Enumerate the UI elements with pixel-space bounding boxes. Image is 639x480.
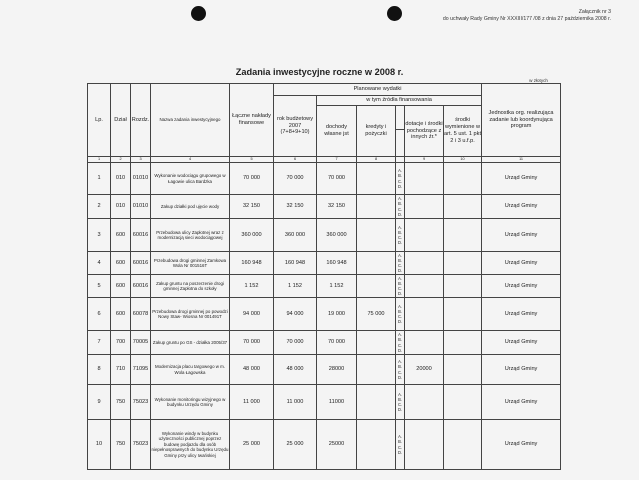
abcd-letter: D. bbox=[397, 319, 403, 325]
cell-srodki bbox=[444, 163, 482, 195]
cell-rozdz: 60016 bbox=[131, 275, 151, 298]
cell-srodki bbox=[444, 331, 482, 355]
col-number: 3 bbox=[131, 157, 151, 163]
cell-abcd bbox=[396, 355, 405, 385]
col-number: 9 bbox=[405, 157, 444, 163]
cell-name: Wykonanie windy w budynku użyteczności publicznej poprzez budowę podjazdu dla osób niepełnosprawnych do budynku Urzędu Gminy przy ulicy Iwańskiej bbox=[151, 420, 230, 470]
page-title: Zadania inwestycyjne roczne w 2008 r. bbox=[235, 67, 404, 77]
col-srodki: środki wymienione w art. 5 ust. 1 pkt 2 i 3 u.f.p. bbox=[444, 106, 482, 157]
abcd-letter: B. bbox=[398, 280, 402, 286]
cell-rok: 94 000 bbox=[274, 298, 317, 331]
cell-dotacje bbox=[405, 331, 444, 355]
table-row bbox=[88, 331, 561, 355]
abcd-letter: C. bbox=[397, 263, 403, 268]
cell-kredyty bbox=[357, 195, 396, 219]
cell-dochody: 19 000 bbox=[317, 298, 357, 331]
cell-dotacje bbox=[405, 195, 444, 219]
abcd-letter: A. bbox=[398, 168, 402, 174]
cell-lp: 9 bbox=[88, 385, 111, 420]
cell-lp: 7 bbox=[88, 331, 111, 355]
cell-rozdz: 01010 bbox=[131, 163, 151, 195]
cell-unit: Urząd Gminy bbox=[482, 219, 561, 252]
col-lp: Lp. bbox=[88, 84, 111, 157]
cell-kredyty bbox=[357, 355, 396, 385]
cell-abcd bbox=[396, 163, 405, 195]
cell-dzial: 750 bbox=[111, 385, 131, 420]
cell-rozdz: 75023 bbox=[131, 385, 151, 420]
cell-name: Przebudowa drogi gminnej Zamkowa Wola Nr 001516T bbox=[151, 252, 230, 275]
cell-dzial: 600 bbox=[111, 275, 131, 298]
cell-rozdz: 01010 bbox=[131, 195, 151, 219]
col-dzial: Dział bbox=[111, 84, 131, 157]
table-row bbox=[88, 275, 561, 298]
cell-rok: 48 000 bbox=[274, 355, 317, 385]
abcd-letter: D. bbox=[397, 407, 403, 413]
cell-abcd bbox=[396, 275, 405, 298]
cell-name: Zakup gruntu po GS - działka 2005/37 bbox=[151, 331, 230, 355]
cell-lp: 1 bbox=[88, 163, 111, 195]
header-note bbox=[443, 9, 611, 23]
cell-rozdz: 60016 bbox=[131, 252, 151, 275]
cell-lp: 4 bbox=[88, 252, 111, 275]
cell-dotacje bbox=[405, 219, 444, 252]
abcd-letter: A. bbox=[398, 224, 402, 230]
cell-rok: 70 000 bbox=[274, 331, 317, 355]
col-jednostka: Jednostka org. realizująca zadanie lub koordynująca program bbox=[482, 84, 561, 157]
cell-unit: Urząd Gminy bbox=[482, 195, 561, 219]
table-row bbox=[88, 195, 561, 219]
cell-kredyty bbox=[357, 331, 396, 355]
cell-rok: 25 000 bbox=[274, 420, 317, 470]
cell-unit: Urząd Gminy bbox=[482, 420, 561, 470]
cell-name: Zakup działki pod ujęcie wody bbox=[151, 195, 230, 219]
cell-dzial: 700 bbox=[111, 331, 131, 355]
cell-rok: 70 000 bbox=[274, 163, 317, 195]
abcd-letter: C. bbox=[397, 235, 403, 240]
cell-lp: 10 bbox=[88, 420, 111, 470]
cell-abcd bbox=[396, 385, 405, 420]
cell-dzial: 600 bbox=[111, 252, 131, 275]
cell-kredyty bbox=[357, 275, 396, 298]
abcd-letter: C. bbox=[397, 342, 403, 348]
abcd-letter: D. bbox=[397, 347, 403, 353]
abcd-letter: C. bbox=[397, 402, 403, 407]
cell-laczne: 360 000 bbox=[230, 219, 274, 252]
cell-kredyty bbox=[357, 385, 396, 420]
abcd-letter: B. bbox=[398, 201, 402, 207]
cell-kredyty bbox=[357, 252, 396, 275]
cell-unit: Urząd Gminy bbox=[482, 355, 561, 385]
abcd-letter: D. bbox=[397, 449, 403, 455]
table-row bbox=[88, 298, 561, 331]
cell-laczne: 11 000 bbox=[230, 385, 274, 420]
table-row bbox=[88, 252, 561, 275]
cell-srodki bbox=[444, 252, 482, 275]
cell-dzial: 600 bbox=[111, 298, 131, 331]
cell-laczne: 160 948 bbox=[230, 252, 274, 275]
abcd-letter: D. bbox=[397, 183, 403, 189]
table-row bbox=[88, 385, 561, 420]
cell-lp: 5 bbox=[88, 275, 111, 298]
col-number: 1 bbox=[88, 157, 111, 163]
table-row bbox=[88, 163, 561, 195]
cell-lp: 8 bbox=[88, 355, 111, 385]
cell-unit: Urząd Gminy bbox=[482, 252, 561, 275]
abcd-letter: B. bbox=[398, 229, 402, 235]
cell-abcd bbox=[396, 331, 405, 355]
abcd-letter: C. bbox=[397, 178, 403, 184]
cell-rozdz: 71095 bbox=[131, 355, 151, 385]
cell-dochody: 25000 bbox=[317, 420, 357, 470]
cell-name: Wykonanie monitoringu wizyjnego w budynku Urzędu Gminy bbox=[151, 385, 230, 420]
abcd-letter: D. bbox=[397, 211, 403, 217]
col-number: 2 bbox=[111, 157, 131, 163]
col-w-tym: w tym źródła finansowania bbox=[317, 96, 482, 106]
cell-dochody: 70 000 bbox=[317, 331, 357, 355]
col-laczne: Łączne nakłady finansowe bbox=[230, 84, 274, 157]
cell-rozdz: 60016 bbox=[131, 219, 151, 252]
cell-abcd bbox=[396, 420, 405, 470]
cell-rozdz: 75023 bbox=[131, 420, 151, 470]
col-number: 10 bbox=[444, 157, 482, 163]
cell-dzial: 010 bbox=[111, 195, 131, 219]
investment-table bbox=[87, 83, 561, 470]
header-note-line1: Załącznik nr 3 bbox=[578, 9, 611, 15]
col-kredyty: kredyty i pożyczki bbox=[357, 106, 396, 157]
cell-dotacje: 20000 bbox=[405, 355, 444, 385]
cell-srodki bbox=[444, 355, 482, 385]
abcd-letter: C. bbox=[397, 206, 403, 212]
cell-kredyty: 75 000 bbox=[357, 298, 396, 331]
cell-kredyty bbox=[357, 420, 396, 470]
col-blank-bottom bbox=[396, 130, 405, 157]
abcd-letter: B. bbox=[398, 257, 402, 263]
cell-srodki bbox=[444, 275, 482, 298]
cell-unit: Urząd Gminy bbox=[482, 163, 561, 195]
cell-name: Przebudowa ulicy Zapłotnej wraz z modernizacją sieci wodociągowej bbox=[151, 219, 230, 252]
cell-dochody: 32 150 bbox=[317, 195, 357, 219]
cell-dotacje bbox=[405, 275, 444, 298]
cell-dochody: 1 152 bbox=[317, 275, 357, 298]
cell-unit: Urząd Gminy bbox=[482, 331, 561, 355]
cell-unit: Urząd Gminy bbox=[482, 385, 561, 420]
abcd-letter: A. bbox=[398, 303, 402, 309]
cell-rok: 32 150 bbox=[274, 195, 317, 219]
abcd-letter: B. bbox=[398, 173, 402, 179]
cell-dochody: 28000 bbox=[317, 355, 357, 385]
header-note-line2: do uchwały Rady Gminy Nr XXXIII/177 /08 z dnia 27 października 2008 r. bbox=[442, 16, 611, 22]
col-number: 6 bbox=[274, 157, 317, 163]
col-number: 7 bbox=[317, 157, 357, 163]
col-rok: rok budżetowy 2007 (7+8+9+10) bbox=[274, 96, 317, 157]
cell-laczne: 32 150 bbox=[230, 195, 274, 219]
cell-lp: 2 bbox=[88, 195, 111, 219]
cell-dotacje bbox=[405, 252, 444, 275]
col-dotacje: dotacje i środki pochodzące z innych źr.* bbox=[405, 106, 444, 157]
cell-dochody: 70 000 bbox=[317, 163, 357, 195]
cell-rok: 11 000 bbox=[274, 385, 317, 420]
abcd-letter: D. bbox=[397, 291, 403, 297]
cell-lp: 6 bbox=[88, 298, 111, 331]
cell-dotacje bbox=[405, 163, 444, 195]
cell-dotacje bbox=[405, 298, 444, 331]
abcd-letter: B. bbox=[398, 396, 402, 402]
cell-laczne: 48 000 bbox=[230, 355, 274, 385]
abcd-letter: A. bbox=[398, 275, 402, 281]
cell-dochody: 11000 bbox=[317, 385, 357, 420]
abcd-letter: A. bbox=[398, 434, 402, 440]
abcd-letter: B. bbox=[398, 439, 402, 445]
cell-name: Zakup gruntu na poszerzenie drogi gminnej Zapłotna do szkoły bbox=[151, 275, 230, 298]
unit-note: w złotych bbox=[529, 78, 548, 83]
cell-name: Przebudowa drogi gminnej po powodzi Nowy Staw- Wiosna Nr 001491T bbox=[151, 298, 230, 331]
abcd-letter: A. bbox=[398, 359, 402, 365]
cell-dochody: 360 000 bbox=[317, 219, 357, 252]
cell-dzial: 600 bbox=[111, 219, 131, 252]
abcd-letter: C. bbox=[397, 314, 403, 319]
punch-hole-left bbox=[191, 6, 206, 21]
cell-srodki bbox=[444, 420, 482, 470]
cell-rozdz: 70005 bbox=[131, 331, 151, 355]
cell-rok: 160 948 bbox=[274, 252, 317, 275]
col-planowane: Planowane wydatki bbox=[274, 84, 482, 96]
col-nazwa: Nazwa zadania inwestycyjnego bbox=[151, 84, 230, 157]
cell-rok: 1 152 bbox=[274, 275, 317, 298]
cell-dzial: 710 bbox=[111, 355, 131, 385]
table-row bbox=[88, 420, 561, 470]
cell-abcd bbox=[396, 298, 405, 331]
col-rozdz: Rozdz. bbox=[131, 84, 151, 157]
cell-abcd bbox=[396, 219, 405, 252]
cell-lp: 3 bbox=[88, 219, 111, 252]
abcd-letter: B. bbox=[398, 364, 402, 370]
cell-unit: Urząd Gminy bbox=[482, 275, 561, 298]
cell-dochody: 160 948 bbox=[317, 252, 357, 275]
col-number: 5 bbox=[230, 157, 274, 163]
abcd-letter: A. bbox=[398, 332, 402, 338]
col-dochody: dochody własne jst bbox=[317, 106, 357, 157]
abcd-letter: D. bbox=[397, 374, 403, 380]
cell-unit: Urząd Gminy bbox=[482, 298, 561, 331]
cell-laczne: 70 000 bbox=[230, 331, 274, 355]
cell-srodki bbox=[444, 385, 482, 420]
col-number: 8 bbox=[357, 157, 396, 163]
col-blank-top bbox=[396, 106, 405, 130]
cell-dotacje bbox=[405, 420, 444, 470]
punch-hole-right bbox=[387, 6, 402, 21]
cell-laczne: 94 000 bbox=[230, 298, 274, 331]
col-number: 4 bbox=[151, 157, 230, 163]
cell-dotacje bbox=[405, 385, 444, 420]
col-number: 11 bbox=[482, 157, 561, 163]
cell-rok: 360 000 bbox=[274, 219, 317, 252]
abcd-letter: C. bbox=[397, 286, 403, 291]
cell-dzial: 750 bbox=[111, 420, 131, 470]
cell-laczne: 25 000 bbox=[230, 420, 274, 470]
table-row bbox=[88, 219, 561, 252]
cell-srodki bbox=[444, 298, 482, 331]
table-body bbox=[88, 163, 561, 470]
cell-abcd bbox=[396, 252, 405, 275]
cell-laczne: 70 000 bbox=[230, 163, 274, 195]
cell-kredyty bbox=[357, 163, 396, 195]
abcd-letter: A. bbox=[398, 391, 402, 397]
abcd-letter: A. bbox=[398, 252, 402, 258]
abcd-letter: A. bbox=[398, 196, 402, 202]
abcd-letter: B. bbox=[398, 308, 402, 314]
cell-rozdz: 60078 bbox=[131, 298, 151, 331]
cell-abcd bbox=[396, 195, 405, 219]
abcd-letter: B. bbox=[398, 337, 402, 343]
abcd-letter: D. bbox=[397, 268, 403, 274]
cell-kredyty bbox=[357, 219, 396, 252]
cell-name: Wykonanie wodociągu grupowego w Łagowie ulica Bardzka bbox=[151, 163, 230, 195]
cell-laczne: 1 152 bbox=[230, 275, 274, 298]
abcd-letter: D. bbox=[397, 240, 403, 246]
cell-srodki bbox=[444, 195, 482, 219]
cell-dzial: 010 bbox=[111, 163, 131, 195]
table-row bbox=[88, 355, 561, 385]
cell-name: Modernizacja placu targowego w m. Wola Łagowska bbox=[151, 355, 230, 385]
abcd-letter: C. bbox=[397, 369, 403, 375]
abcd-letter: C. bbox=[397, 444, 403, 450]
cell-srodki bbox=[444, 219, 482, 252]
